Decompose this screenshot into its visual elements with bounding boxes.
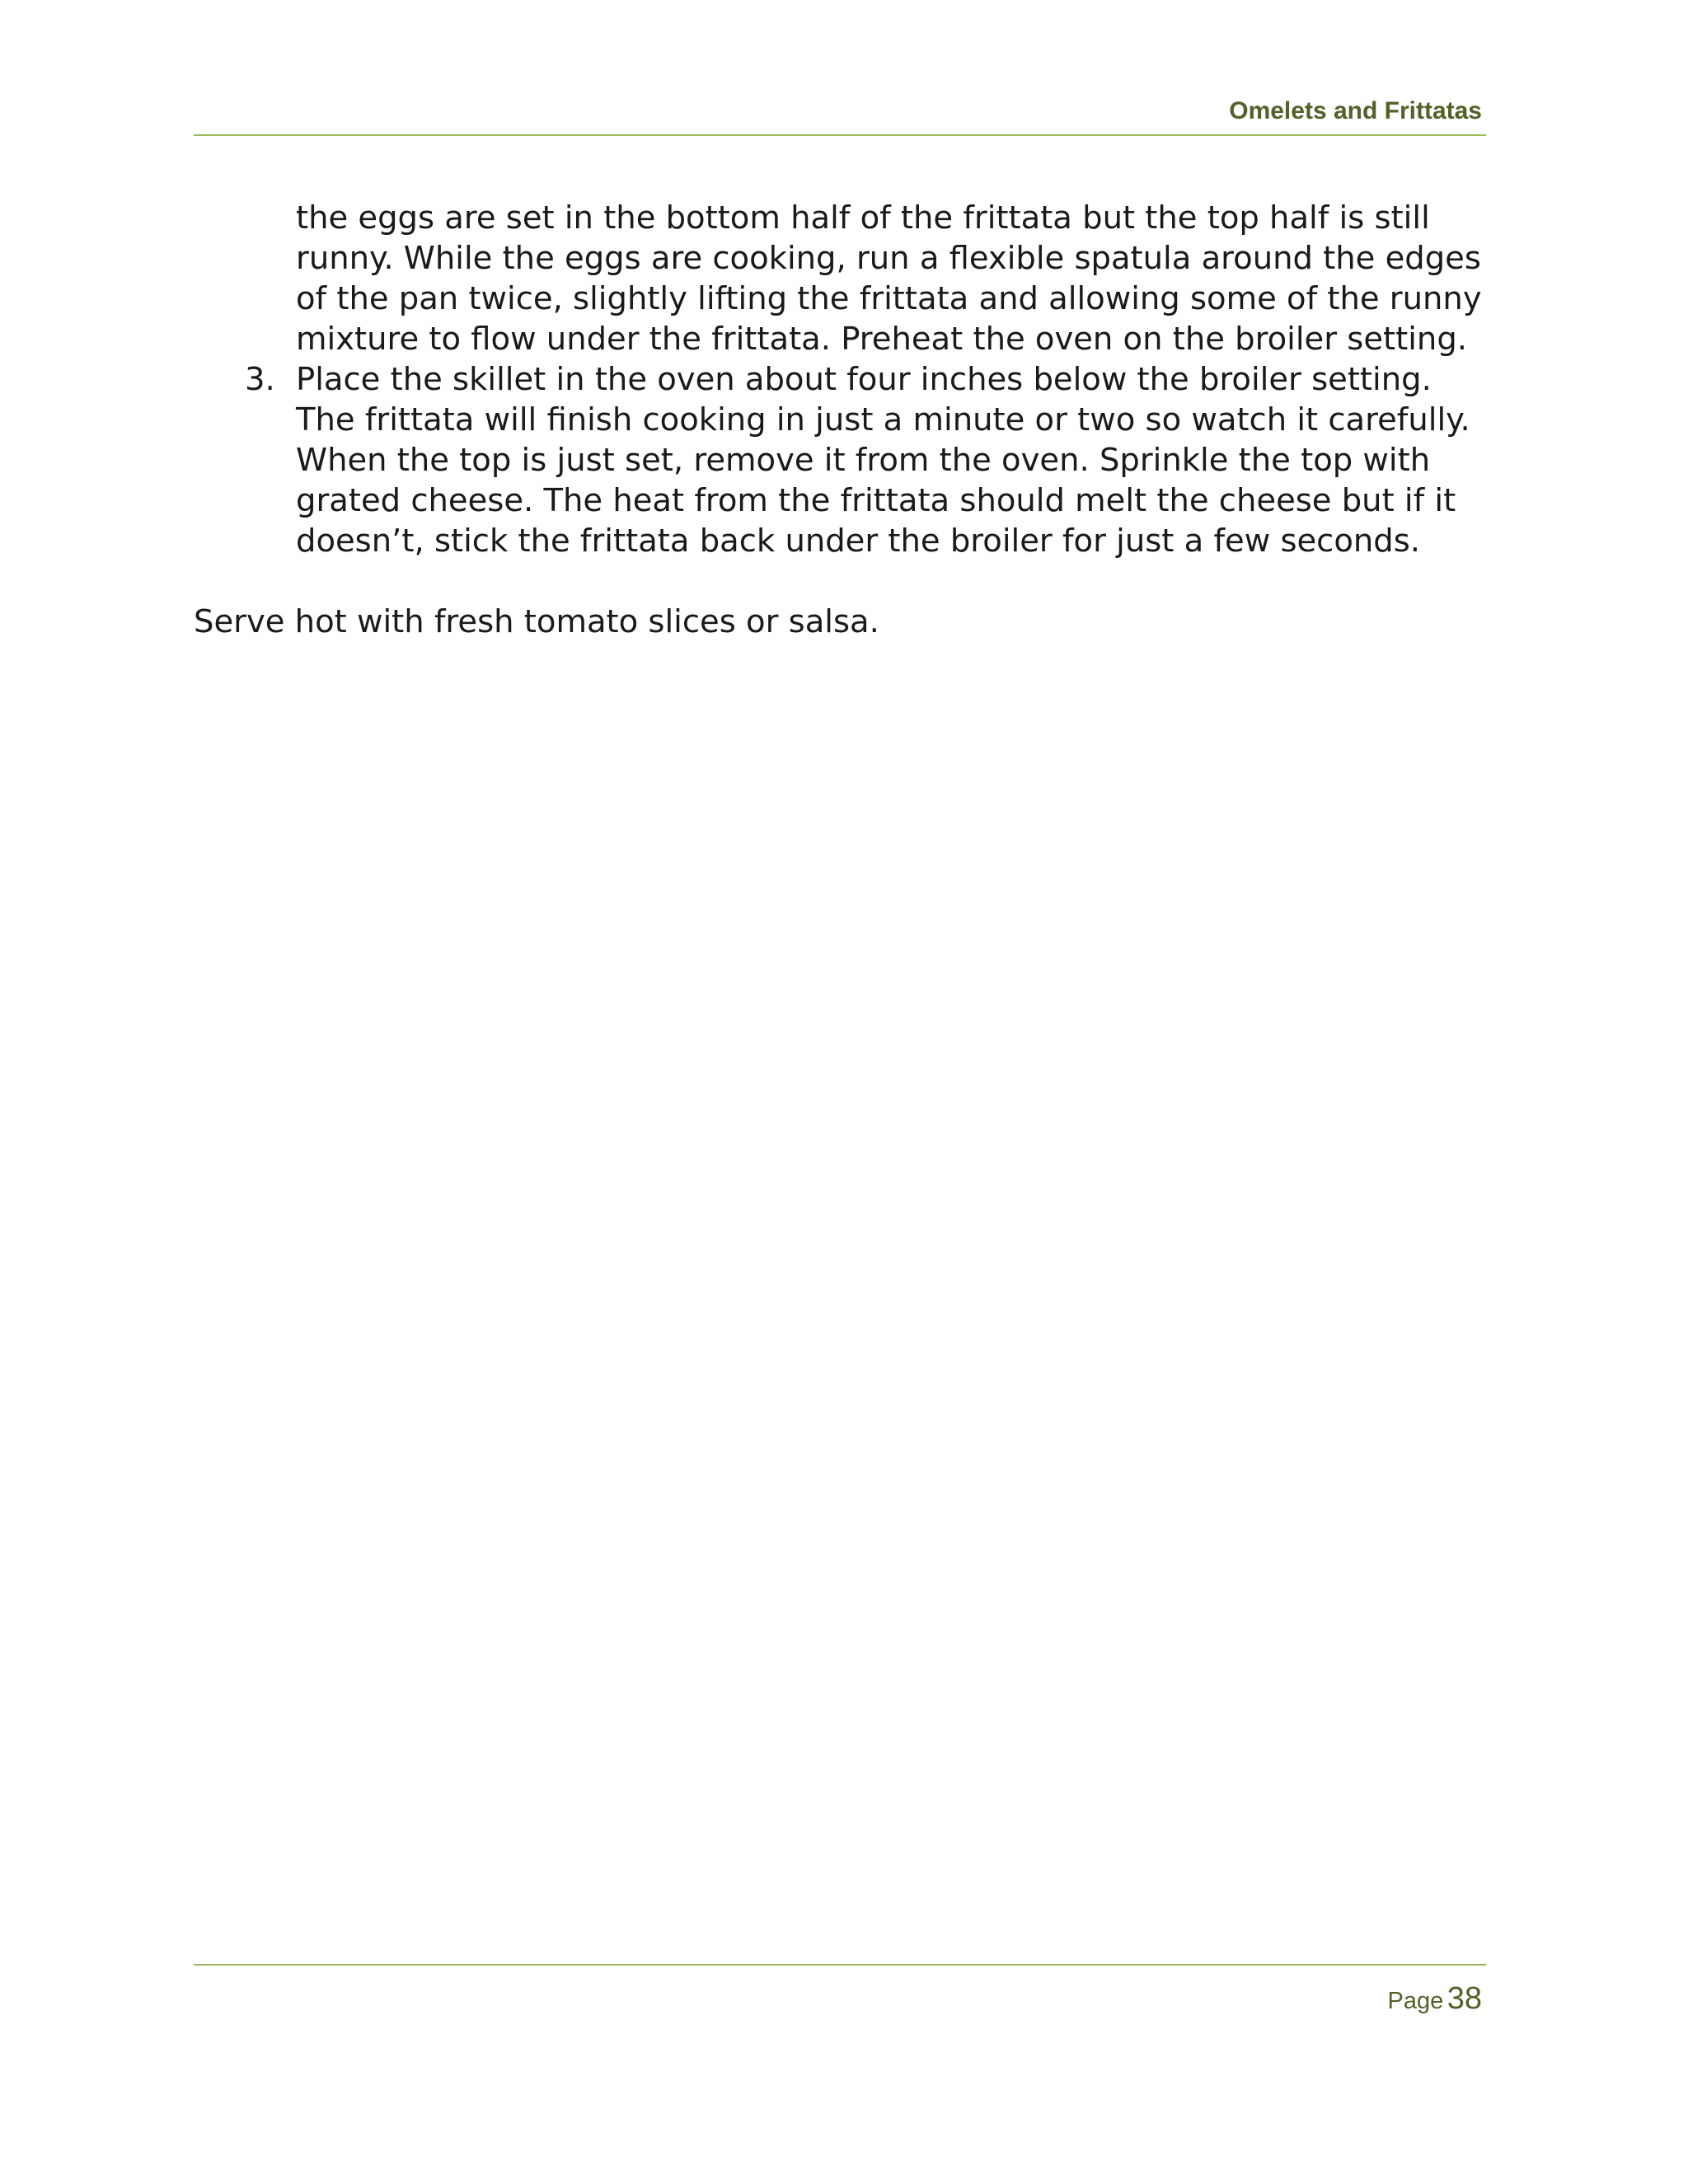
header-rule (194, 134, 1486, 136)
continued-step-paragraph: the eggs are set in the bottom half of the frittata but the top half is still runny. While the eggs are cooking, run a flexible spatula around the edges of the pan twice, slightly lifting the frittata and allowing some of the runny mixture to flow under the frittata. Preheat the oven on the broiler setting. (296, 199, 1482, 358)
step-text: Place the skillet in the oven about four inches below the broiler setting. The frittata will finish cooking in just a minute or two so watch it carefully. When the top is just set, remove it from the oven. Sprinkle the top with grated cheese. The heat from the frittata should melt the cheese but if it doesn’t, stick the frittata back under the broiler for just a few seconds. (296, 361, 1470, 560)
footer-rule (194, 1964, 1486, 1966)
running-header-title: Omelets and Frittatas (1229, 97, 1482, 124)
serving-note: Serve hot with fresh tomato slices or salsa. (194, 603, 879, 640)
step-number: 3. (245, 361, 275, 398)
page-footer (1388, 1981, 1482, 2017)
page-number: 38 (1447, 1981, 1482, 2016)
recipe-body (194, 198, 1496, 642)
page-label: Page (1387, 1988, 1444, 2014)
list-item-step-3 (194, 359, 1496, 561)
